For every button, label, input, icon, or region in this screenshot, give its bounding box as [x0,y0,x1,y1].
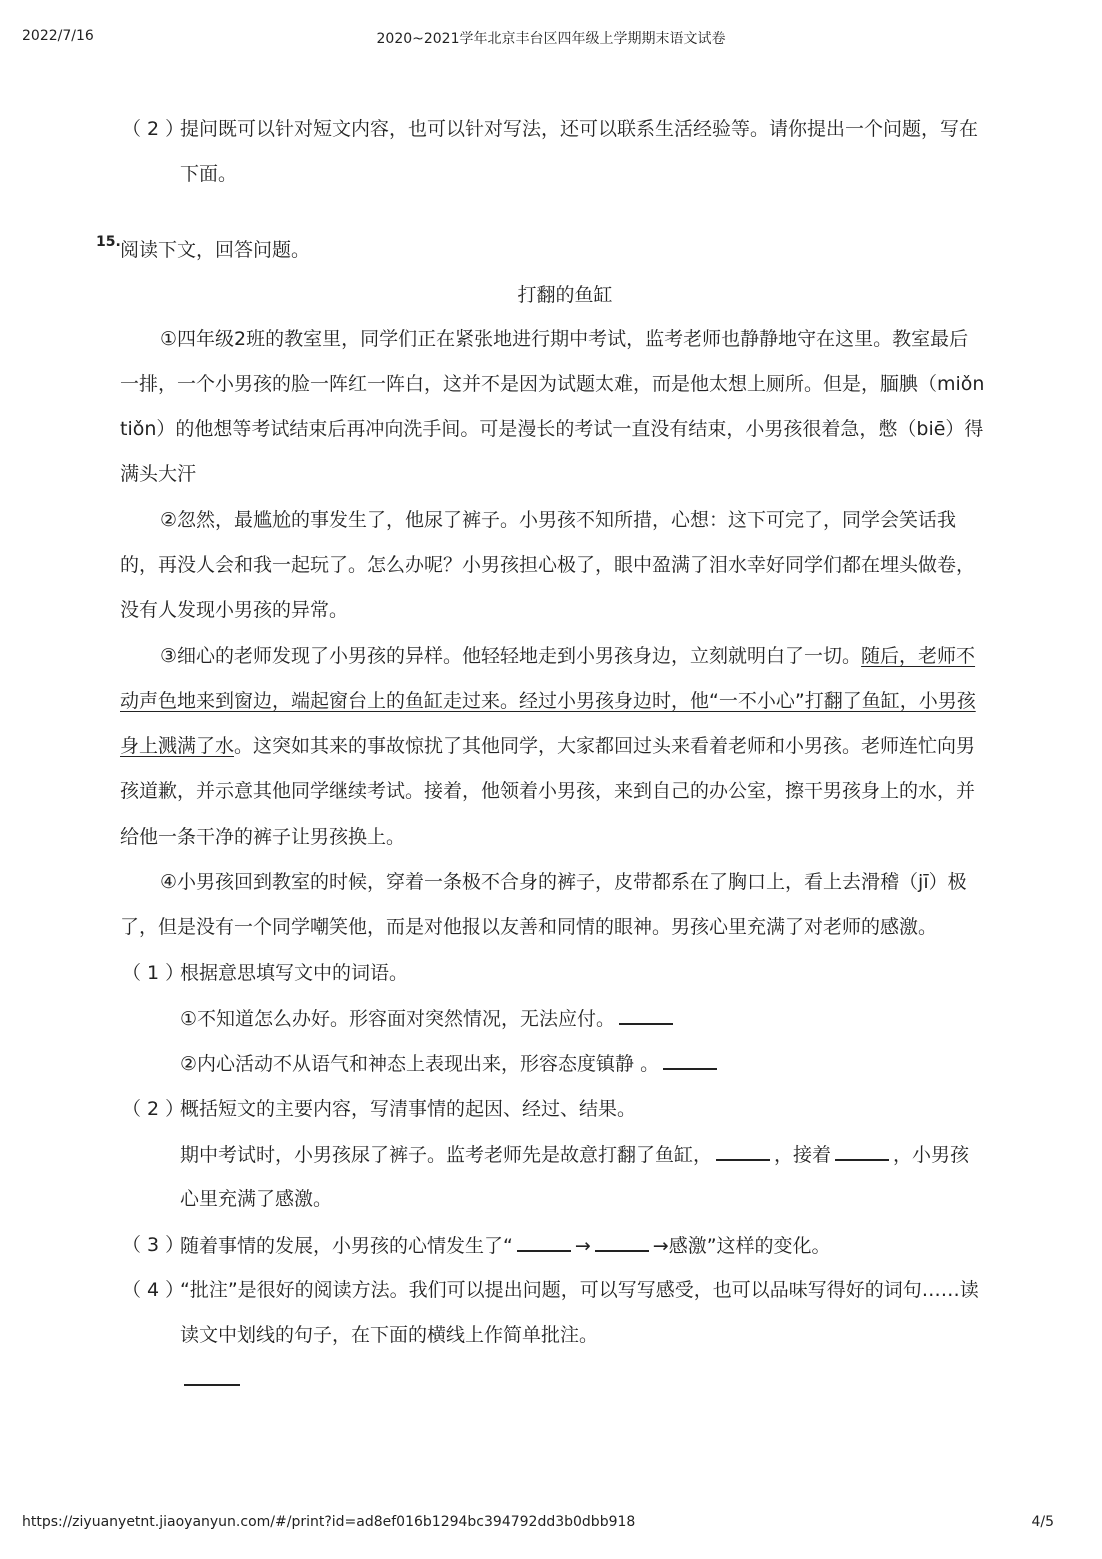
underlined-sentence: 动声色地来到窗边，端起窗台上的鱼缸走过来。经过小男孩身边时，他“一不小心”打翻了鱼缸，小男孩 [120,690,976,712]
question-text: 根据意思填写文中的词语。 [180,962,409,984]
page-number: 4/5 [1031,1514,1054,1530]
answer-blank[interactable] [619,1005,673,1025]
answer-blank[interactable] [517,1232,571,1252]
passage-line: 一排，一个小男孩的脸一阵红一阵白，这并不是因为试题太难，而是他太想上厕所。但是，腼腆（miǒn [120,373,985,395]
passage-title: 打翻的鱼缸 [517,284,613,306]
question-instruction: 阅读下文，回答问题。 [120,239,311,261]
passage-line: 满头大汗 [120,463,197,485]
passage-line: ③细心的老师发现了小男孩的异样。他轻轻地走到小男孩身边，立刻就明白了一切。随后，老师不 [160,645,976,667]
answer-blank[interactable] [835,1141,889,1161]
passage-line: 了，但是没有一个同学嘲笑他，而是对他报以友善和同情的眼神。男孩心里充满了对老师的感激。 [120,916,938,938]
passage-line: ②忽然，最尴尬的事发生了，他尿了裤子。小男孩不知所措，心想：这下可完了，同学会笑话我 [160,509,957,531]
question-text: ②内心活动不从语气和神态上表现出来，形容态度镇静 。 [180,1050,721,1077]
question-number: 15. [96,234,121,250]
question-text: 提问既可以针对短文内容，也可以针对写法，还可以联系生活经验等。请你提出一个问题，写在 [180,118,979,140]
question-text: 期中考试时，小男孩尿了裤子。监考老师先是故意打翻了鱼缸， ，接着 ，小男孩 [180,1141,969,1168]
sub-question-number: （ 2 ） [122,118,185,140]
passage-line: 身上溅满了水。这突如其来的事故惊扰了其他同学，大家都回过头来看着老师和小男孩。老师连忙向男 [120,735,976,757]
answer-blank[interactable] [595,1232,649,1252]
passage-line: tiǒn）的他想等考试结束后再冲向洗手间。可是漫长的考试一直没有结束，小男孩很着急，憋（biē）得 [120,418,984,440]
sub-question-number: （ 2 ） [122,1098,185,1120]
question-text: ①不知道怎么办好。形容面对突然情况，无法应付。 [180,1005,677,1032]
document-title: 2020~2021学年北京丰台区四年级上学期期末语文试卷 [376,31,726,47]
passage-line: ①四年级2班的教室里，同学们正在紧张地进行期中考试，监考老师也静静地守在这里。教室最后 [160,328,969,350]
answer-blank[interactable] [663,1050,717,1070]
passage-line: 给他一条干净的裤子让男孩换上。 [120,826,406,848]
page-url: https://ziyuanyetnt.jiaoyanyun.com/#/print?id=ad8ef016b1294bc394792dd3b0dbb918 [22,1514,636,1530]
question-text: “批注”是很好的阅读方法。我们可以提出问题，可以写写感受，也可以品味写得好的词句……读 [180,1279,979,1301]
passage-line: ④小男孩回到教室的时候，穿着一条极不合身的裤子，皮带都系在了胸口上，看上去滑稽（jī）极 [160,871,967,893]
sub-question-number: （ 4 ） [122,1279,185,1301]
print-date: 2022/7/16 [22,28,94,44]
sub-question-number: （ 3 ） [122,1234,185,1256]
passage-line: 的，再没人会和我一起玩了。怎么办呢？小男孩担心极了，眼中盈满了泪水幸好同学们都在埋头做卷， [120,554,976,576]
question-text: 概括短文的主要内容，写清事情的起因、经过、结果。 [180,1098,637,1120]
answer-blank[interactable] [716,1141,770,1161]
passage-line: 没有人发现小男孩的异常。 [120,599,349,621]
question-text: 心里充满了感激。 [180,1188,333,1210]
underlined-sentence: 随后，老师不 [861,645,976,667]
sub-question-number: （ 1 ） [122,962,185,984]
passage-line: 孩道歉，并示意其他同学继续考试。接着，他领着小男孩，来到自己的办公室，擦干男孩身上的水，并 [120,780,976,802]
question-text: 下面。 [180,163,238,185]
underlined-sentence: 身上溅满了水 [120,735,235,757]
question-text: 读文中划线的句子，在下面的横线上作简单批注。 [180,1324,599,1346]
question-text: 随着事情的发展，小男孩的心情发生了“ → →感激”这样的变化。 [180,1232,831,1259]
answer-blank[interactable] [184,1384,240,1386]
